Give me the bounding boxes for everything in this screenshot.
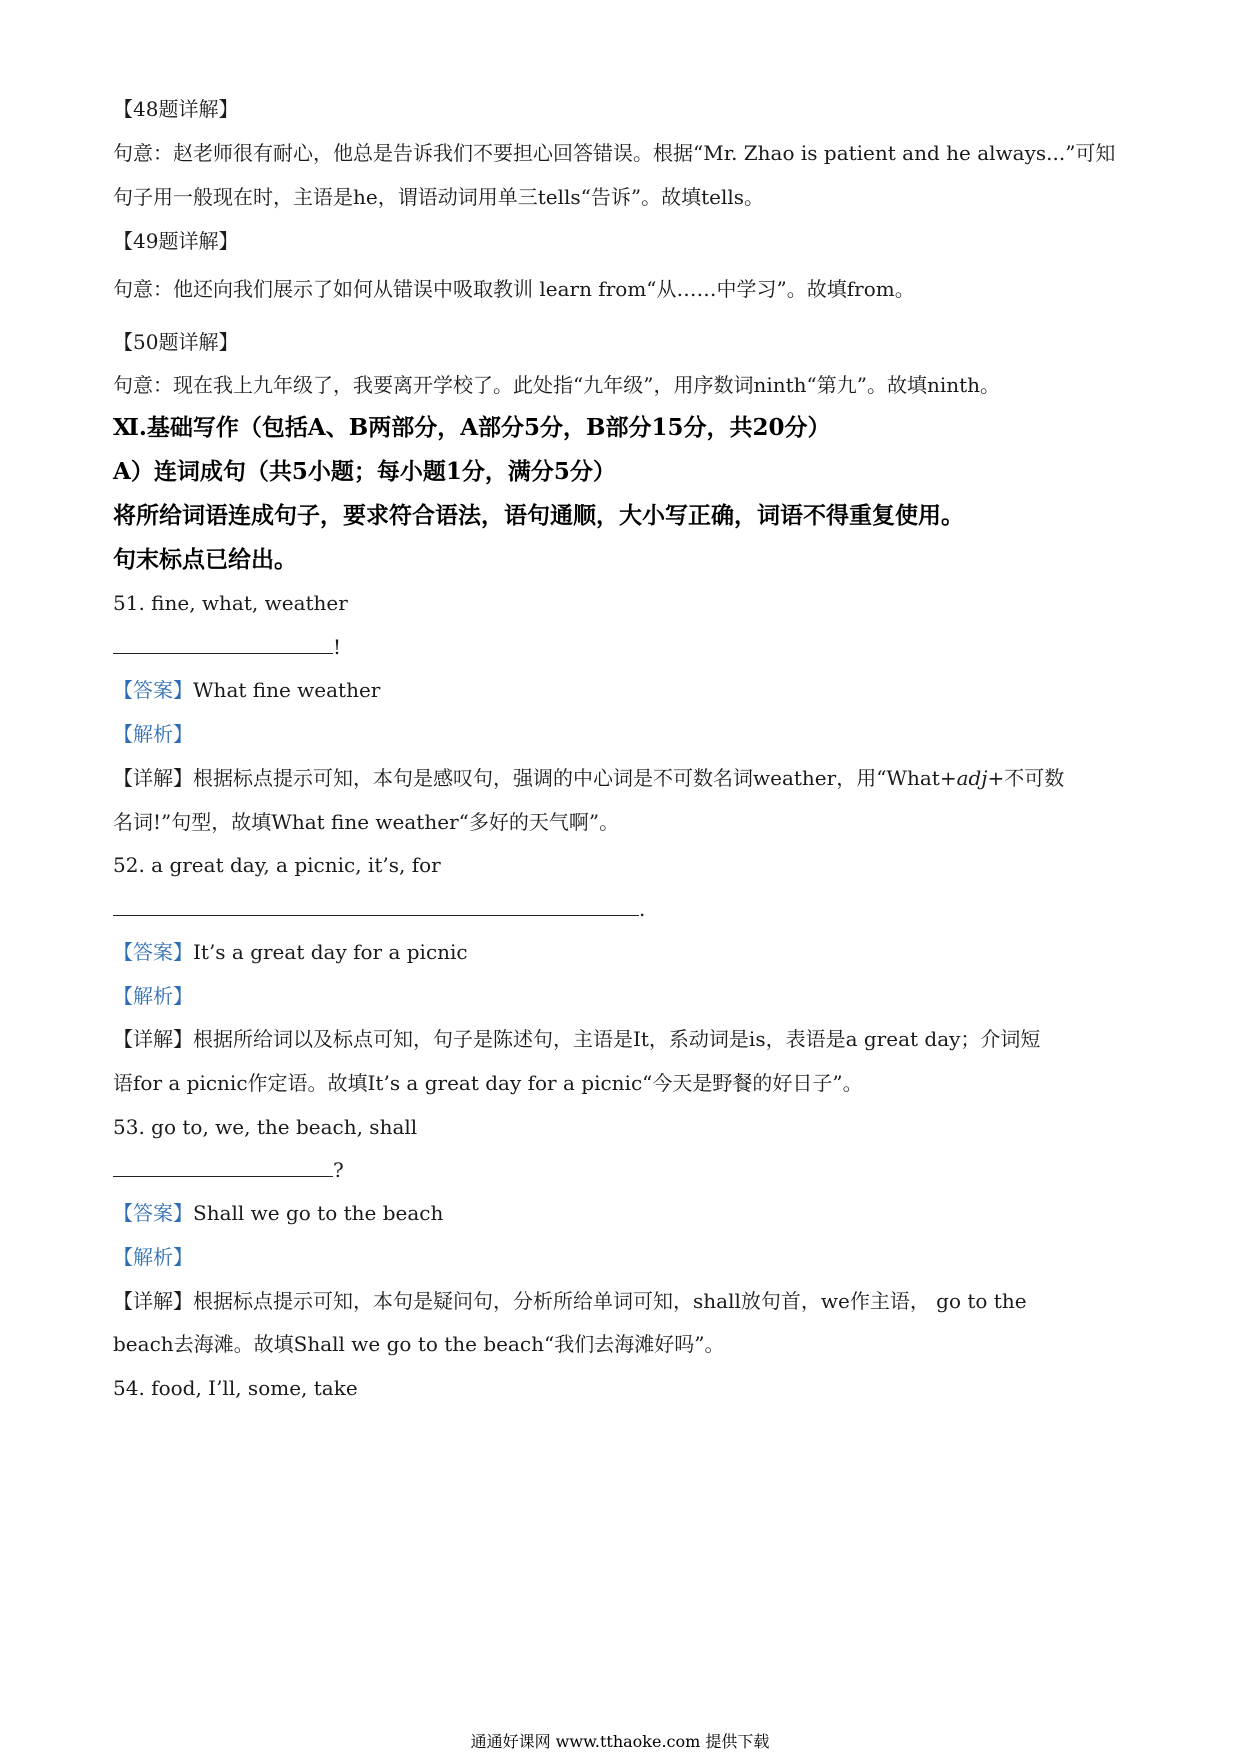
q52-analysis-label: 【解析】: [113, 984, 193, 1008]
q52-prompt: 52. a great day, a picnic, it’s, for: [113, 853, 441, 877]
q48-explanation-line2: 句子用一般现在时，主语是he，谓语动词用单三tells“告诉”。故填tells。: [113, 185, 765, 209]
q52-blank: [113, 897, 639, 916]
q51-end-punctuation: !: [333, 635, 342, 659]
section-title: Ⅺ.基础写作（包括A、B两部分，A部分5分，B部分15分，共20分）: [113, 414, 831, 441]
instruction-line2: 句末标点已给出。: [113, 546, 297, 573]
q53-answer-text: Shall we go to the beach: [193, 1201, 444, 1225]
answer-label: 【答案】: [113, 940, 193, 964]
q48-explanation-line1: 句意：赵老师很有耐心，他总是告诉我们不要担心回答错误。根据“Mr. Zhao is patient and he always...”可知: [113, 141, 1116, 165]
q52-detail-line2: 语for a picnic作定语。故填It’s a great day for a picnic“今天是野餐的好日子”。: [113, 1071, 863, 1095]
q53-prompt: 53. go to, we, the beach, shall: [113, 1115, 418, 1139]
q52-answer-line: [113, 896, 645, 922]
q53-analysis-label: 【解析】: [113, 1245, 193, 1269]
q52-detail-line1: [113, 1026, 1040, 1052]
part-a-title: A）连词成句（共5小题；每小题1分，满分5分）: [113, 458, 616, 485]
q52-answer: [113, 939, 468, 965]
q54-prompt: 54. food, I’ll, some, take: [113, 1376, 358, 1400]
q53-detail-line2: beach去海滩。故填Shall we go to the beach“我们去海滩好吗”。: [113, 1332, 725, 1356]
q52-answer-text: It’s a great day for a picnic: [193, 940, 468, 964]
q51-detail-adj: adj: [956, 766, 988, 790]
detail-label: 【详解】: [113, 766, 193, 790]
instruction-line1: 将所给词语连成句子，要求符合语法，语句通顺，大小写正确，词语不得重复使用。: [113, 502, 964, 529]
detail-label: 【详解】: [113, 1289, 193, 1313]
q51-analysis-label: 【解析】: [113, 722, 193, 746]
q53-end-punctuation: ?: [333, 1158, 344, 1182]
q53-blank: [113, 1158, 333, 1177]
answer-label: 【答案】: [113, 1201, 193, 1225]
q51-answer: [113, 677, 380, 703]
q53-answer: [113, 1200, 443, 1226]
q51-prompt: 51. fine, what, weather: [113, 591, 348, 615]
q51-detail-text-a: 根据标点提示可知，本句是感叹句，强调的中心词是不可数名词weather，用“What+: [193, 766, 957, 790]
q51-detail-line1: [113, 765, 1064, 791]
q50-explanation-line1: 句意：现在我上九年级了，我要离开学校了。此处指“九年级”，用序数词ninth“第九”。故填ninth。: [113, 373, 1001, 397]
q53-detail-line1: [113, 1288, 1027, 1314]
q51-answer-text: What fine weather: [193, 678, 381, 702]
q51-answer-line: [113, 634, 341, 660]
page-footer: 通通好课网 www.tthaoke.com 提供下载: [470, 1732, 770, 1751]
q50-header: 【50题详解】: [113, 330, 239, 354]
q51-detail-text-b: +不可数: [987, 766, 1065, 790]
q53-detail-text: 根据标点提示可知，本句是疑问句，分析所给单词可知，shall放句首，we作主语， go to the: [193, 1289, 1027, 1313]
q51-detail-line2: 名词!”句型，故填What fine weather“多好的天气啊”。: [113, 810, 620, 834]
q49-explanation-line1: 句意：他还向我们展示了如何从错误中吸取教训 learn from“从……中学习”。故填from。: [113, 277, 915, 301]
q48-header: 【48题详解】: [113, 97, 239, 121]
q53-answer-line: [113, 1157, 344, 1183]
detail-label: 【详解】: [113, 1027, 193, 1051]
q51-blank: [113, 635, 333, 654]
q52-end-punctuation: .: [639, 897, 646, 921]
q49-header: 【49题详解】: [113, 229, 239, 253]
answer-label: 【答案】: [113, 678, 193, 702]
q52-detail-text: 根据所给词以及标点可知，句子是陈述句，主语是It，系动词是is，表语是a great day；介词短: [193, 1027, 1041, 1051]
